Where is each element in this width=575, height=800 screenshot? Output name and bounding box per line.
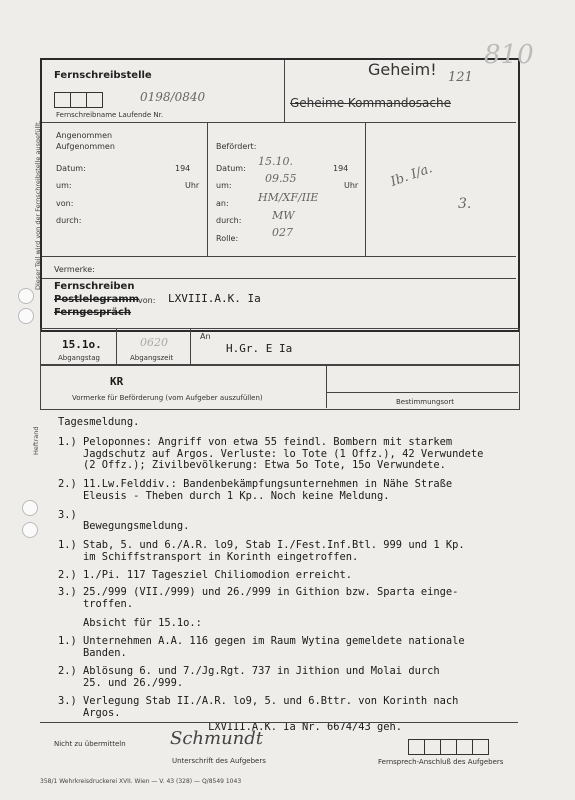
forwarded-title: Befördert:: [216, 142, 257, 151]
secret-struck: Geheime Kommandosache: [290, 96, 451, 110]
forwarded-uhr-label: Uhr: [344, 181, 359, 190]
forwarded-durch-label: durch:: [216, 216, 242, 225]
punch-hole: [18, 308, 34, 324]
time-label: Abgangszeit: [130, 354, 174, 362]
message-line: (2 Offz.); Zivilbevölkerung: Etwa 5o Tote, 15o Verwundete.: [58, 459, 446, 471]
forwarded-year: 194: [333, 164, 349, 173]
received-date-label: Datum:: [56, 164, 86, 173]
recipient: H.Gr. E Ia: [226, 342, 293, 355]
destination-label: Bestimmungsort: [396, 398, 454, 406]
message-line: Bewegungsmeldung.: [58, 520, 190, 532]
phone-label: Fernsprech-Anschluß des Aufgebers: [378, 758, 504, 766]
msg-type-telex: Fernschreiben: [54, 281, 135, 292]
number-handwritten: 0198/0840: [140, 90, 206, 104]
signature: Schmundt: [170, 728, 264, 749]
message-line: Eleusis - Theben durch 1 Kp.. Noch keine Meldung.: [58, 490, 390, 502]
received-von-label: von:: [56, 199, 74, 208]
recipient-an-label: An: [200, 332, 211, 341]
not-transmit-label: Nicht zu übermitteln: [54, 740, 126, 748]
forwarded-rolle-value: 027: [272, 226, 293, 239]
forwarded-um-value: 09.55: [265, 172, 297, 185]
punch-hole: [22, 522, 38, 538]
message-line: im Schiffstransport in Korinth eingetroffen.: [58, 551, 359, 563]
message-line: 1.) Peloponnes: Angriff von etwa 55 feindl. Bombern mit starkem: [58, 436, 453, 448]
received-um-label: um:: [56, 181, 72, 190]
print-info: 358/1 Wehrkreisdruckerei XVII. Wien — V. 43 (328) — Q/8549 1043: [40, 778, 242, 785]
right-note-2: 3.: [458, 196, 472, 212]
sender-von-label: von:: [138, 296, 156, 305]
message-line: 2.) 1./Pi. 117 Tagesziel Chiliomodion erreicht.: [58, 569, 353, 581]
punch-hole: [22, 500, 38, 516]
signature-label: Unterschrift des Aufgebers: [172, 757, 266, 765]
vermerke-label: Vermerke:: [54, 265, 95, 274]
forwarded-an-label: an:: [216, 199, 229, 208]
forwarded-date-value: 15.10.: [258, 155, 293, 168]
secret-stamp: Geheim!: [368, 60, 437, 79]
forwarded-rolle-label: Rolle:: [216, 234, 239, 243]
routing-note-label: Vormerke für Beförderung (vom Aufgeber auszufüllen): [72, 394, 263, 402]
message-line: 3.) 25./999 (VII./999) und 26./999 in Githion bzw. Sparta einge-: [58, 586, 459, 598]
forwarded-durch-value: MW: [272, 209, 295, 222]
message-line: 1.) Unternehmen A.A. 116 gegen im Raum Wytina gemeldete nationale: [58, 635, 465, 647]
received-title: Angenommen: [56, 131, 113, 140]
message-line: troffen.: [58, 598, 134, 610]
received-uhr-label: Uhr: [185, 181, 200, 190]
message-line: 2.) Ablösung 6. und 7./Jg.Rgt. 737 in Jithion und Molai durch: [58, 665, 440, 677]
name-number-label: Fernschreibname Laufende Nr.: [56, 111, 164, 119]
time-value: 0620: [140, 336, 168, 349]
msg-type-telegram: Postlelegramm: [54, 294, 140, 305]
station-label: Fernschreibstelle: [54, 70, 152, 81]
message-line: Tagesmeldung.: [58, 416, 140, 428]
message-line: LXVIII.A.K. Ia Nr. 6674/43 geh.: [58, 721, 403, 733]
right-note-1: Ib. I/a.: [388, 161, 435, 190]
message-line: 2.) 11.Lw.Felddiv.: Bandenbekämpfungsunternehmen in Nähe Straße: [58, 478, 453, 490]
routing-code: KR: [110, 375, 124, 388]
punch-hole: [18, 288, 34, 304]
corner-scribble: 810: [484, 40, 534, 70]
day-value: 15.1o.: [62, 338, 102, 351]
number-boxes: [54, 92, 102, 112]
message-line: 1.) Stab, 5. und 6./A.R. lo9, Stab I./Fest.Inf.Btl. 999 und 1 Kp.: [58, 539, 465, 551]
phone-boxes: [408, 739, 488, 759]
forwarded-date-label: Datum:: [216, 164, 246, 173]
message-line: 25. und 26./999.: [58, 677, 184, 689]
forwarded-an-value: HM/XF/IIE: [258, 191, 319, 204]
received-durch-label: durch:: [56, 216, 82, 225]
msg-type-phone: Ferngespräch: [54, 307, 132, 318]
message-line: Banden.: [58, 647, 127, 659]
message-line: Argos.: [58, 707, 121, 719]
received-title2: Aufgenommen: [56, 142, 115, 151]
message-line: Jagdschutz auf Argos. Verluste: lo Tote (1 Offz.), 42 Verwundete: [58, 448, 484, 460]
corner-numbers: 121: [448, 70, 473, 85]
sender: LXVIII.A.K. Ia: [168, 292, 261, 305]
message-line: 3.): [58, 509, 77, 521]
heftrand-label: Heftrand: [32, 426, 40, 455]
received-year: 194: [175, 164, 191, 173]
day-label: Abgangstag: [58, 354, 100, 362]
message-line: 3.) Verlegung Stab II./A.R. lo9, 5. und 6.Bttr. von Korinth nach: [58, 695, 459, 707]
forwarded-um-label: um:: [216, 181, 232, 190]
margin-note: Dieser Teil wird von der Fernschreibstelle ausgefüllt.: [34, 120, 42, 290]
message-line: Absicht für 15.1o.:: [58, 617, 202, 629]
